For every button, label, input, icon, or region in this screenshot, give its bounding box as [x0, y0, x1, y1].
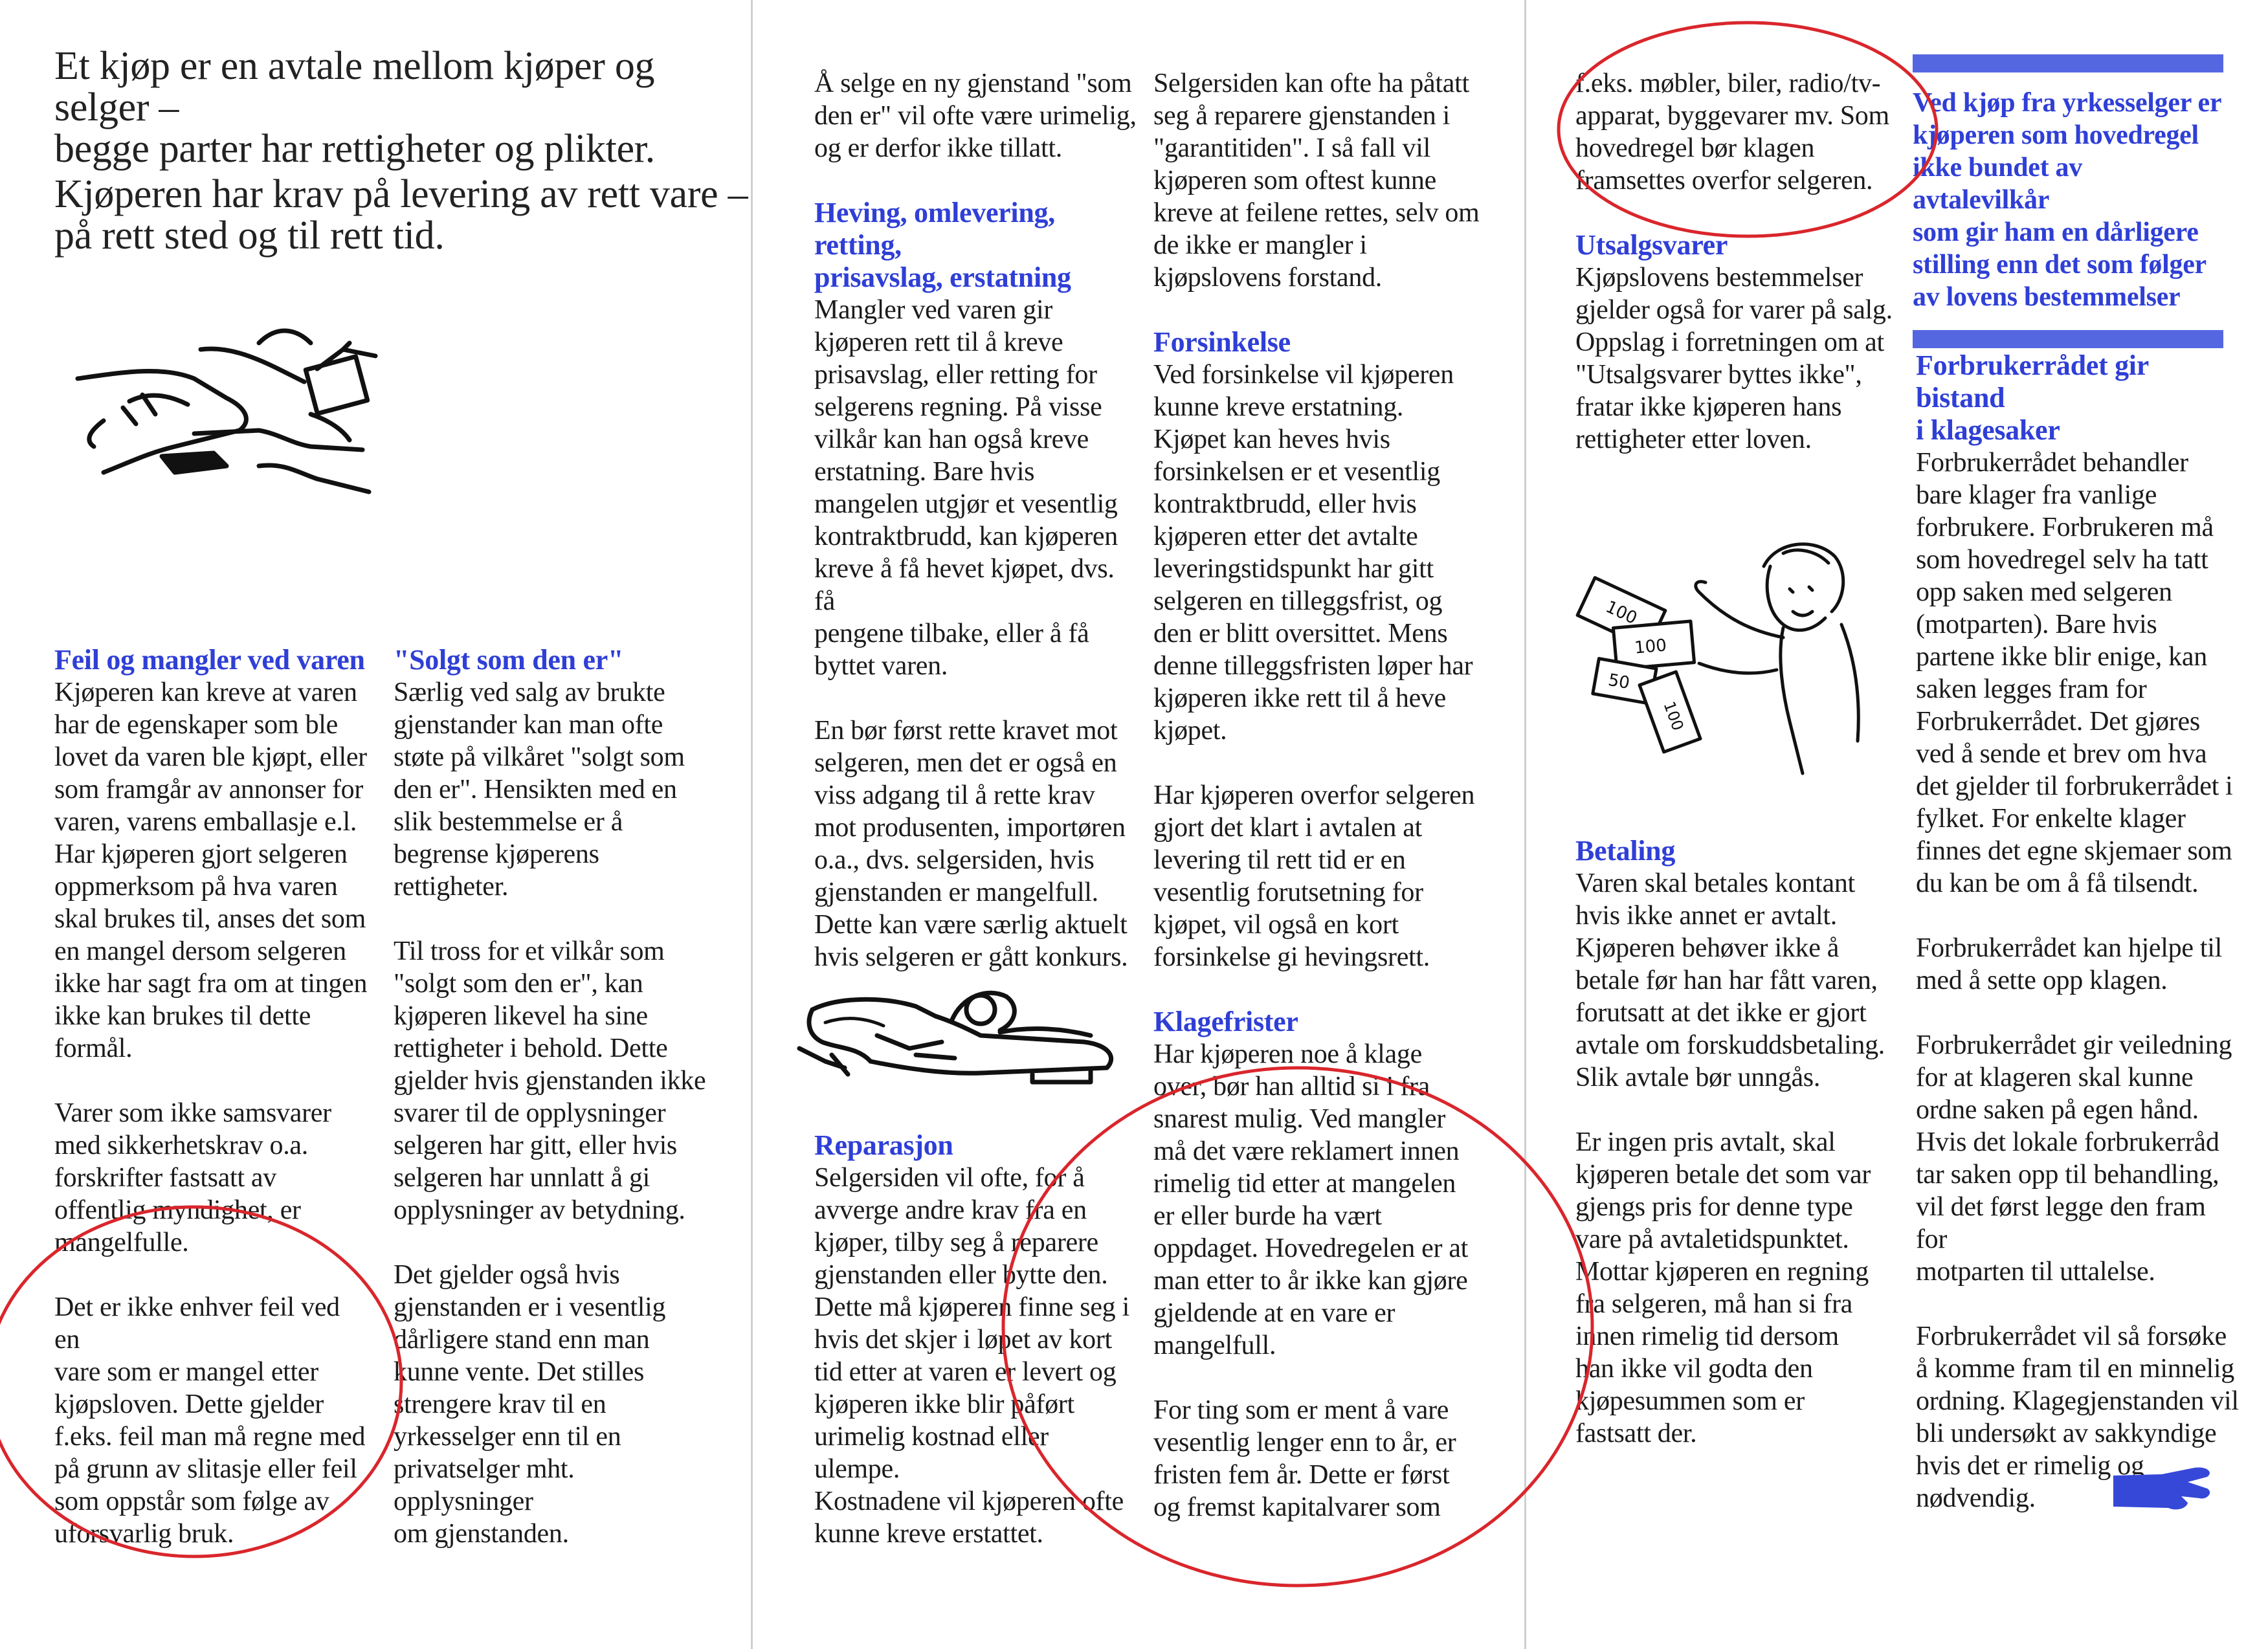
- paragraph: Varen skal betales kontant hvis ikke annet er avtalt. Kjøperen behøver ikke å betale før han har fått varen, forutsatt at det ikke er gjort avtale om forskuddsbetaling. Slik avtale bør unngås.: [1575, 869, 1885, 1092]
- pen-circle: [1559, 23, 1937, 236]
- paragraph: Forbrukerrådet gir veiledning for at klageren skal kunne ordne saken på egen hånd. Hvis det lokale forbrukerråd tar saken opp til behandling, vil det først legge den fram for motparten til uttalelse.: [1916, 1030, 2232, 1287]
- paragraph: Til tross for et vilkår som "solgt som den er", kan kjøperen likevel ha sine rettigheter i behold. Dette gjelder hvis gjenstanden ikke svarer til de opplysninger selgeren har gitt, eller hvis selgeren har unnlatt å gi opplysninger av betydning.: [394, 936, 706, 1225]
- paragraph: Forbrukerrådet kan hjelpe til med å sette opp klagen.: [1916, 933, 2222, 995]
- intro-statement: Et kjøp er en avtale mellom kjøper og selger – begge parter har rettigheter og plikter.: [54, 44, 655, 171]
- paragraph: Å selge en ny gjenstand "som den er" vil ofte være urimelig, og er derfor ikke tillatt.: [814, 69, 1137, 163]
- heading-solgt-som-den-er: "Solgt som den er": [394, 644, 624, 676]
- paragraph: f.eks. møbler, biler, radio/tv- apparat, byggevarer mv. Som hovedregel bør klagen framsettes overfor selgeren.: [1575, 69, 1889, 195]
- highlight-text: Ved kjøp fra yrkesselger er kjøperen som hovedregel ikke bundet av avtalevilkår som gir ham en dårligere stilling enn det som følger av lovens bestemmelser: [1913, 88, 2222, 312]
- heading-utsalgsvarer: Utsalgsvarer: [1575, 229, 1728, 261]
- paragraph: Særlig ved salg av brukte gjenstander kan man ofte støte på vilkåret "solgt som den er". Hensikten med en slik bestemmelse er å begrense kjøperens rettigheter.: [394, 678, 685, 902]
- heading-heving: Heving, omlevering, retting, prisavslag, erstatning: [814, 197, 1071, 293]
- paragraph: Varer som ikke samsvarer med sikkerhetskrav o.a. forskrifter fastsatt av offentlig myndighet, er mangelfulle.: [54, 1098, 331, 1257]
- paragraph: Har kjøperen overfor selgeren gjort det klart i avtalen at levering til rett tid er en vesentlig forutsetning for kjøpet, vil også en kort forsinkelse gi hevingsrett.: [1153, 780, 1475, 972]
- bill-label: 100: [1660, 699, 1687, 733]
- paragraph: Er ingen pris avtalt, skal kjøperen betale det som var gjengs pris for denne type vare på avtaletidspunktet. Mottar kjøperen en regning fra selgeren, må han si fra innen rimelig tid dersom han ikke vil godta den kjøpesummen som er fastsatt der.: [1575, 1127, 1871, 1448]
- paragraph: Kjøperen kan kreve at varen har de egenskaper som ble lovet da varen ble kjøpt, eller som framgår av annonser for varen, varens emballasje e.l. Har kjøperen gjort selgeren oppmerksom på hva varen skal brukes til, anses det som en mangel dersom selgeren ikke har sagt fra om at tingen ikke kan brukes til dette formål.: [54, 678, 368, 1063]
- paragraph: En bør først rette kravet mot selgeren, men det er også en viss adgang til å rette krav mot produsenten, importøren o.a., dvs. selgersiden, hvis gjenstanden er mangelfull. Dette kan være særlig aktuelt hvis selgeren er gått konkurs.: [814, 716, 1128, 972]
- bill-label: 100: [1603, 597, 1640, 629]
- heading-betaling: Betaling: [1575, 835, 1676, 867]
- heading-klagefrister: Klagefrister: [1153, 1006, 1298, 1037]
- pen-circle: [0, 1207, 401, 1556]
- bill-label: 100: [1633, 636, 1668, 658]
- paragraph: Det er ikke enhver feil ved en vare som er mangel etter kjøpsloven. Dette gjelder f.eks. feil man må regne med på grunn av slitasje eller feil som oppstår som følge av uforsvarlig bruk.: [54, 1292, 366, 1549]
- paragraph: Ved forsinkelse vil kjøperen kunne kreve erstatning. Kjøpet kan heves hvis forsinkelsen er et vesentlig kontraktbrudd, eller hvis kjøperen etter det avtalte leveringstidspunkt har gitt selgeren en tilleggsfrist, og den er blitt oversittet. Mens denne tilleggsfristen løper har kjøperen ikke rett til å heve kjøpet.: [1153, 360, 1473, 746]
- heading-feil-og-mangler: Feil og mangler ved varen: [54, 644, 365, 676]
- paragraph: Forbrukerrådet behandler bare klager fra vanlige forbrukere. Forbrukeren må som hovedregel selv ha tatt opp saken med selgeren (motparten). Bare hvis partene ikke blir enige, kan saken legges fram for Forbrukerrådet. Det gjøres ved å sende et brev om hva det gjelder til forbrukerrådet i fylket. For enkelte klager finnes det egne skjemaer som du kan be om å få tilsendt.: [1916, 448, 2233, 898]
- paragraph: For ting som er ment å vare vesentlig lenger enn to år, er fristen fem år. Dette er først og fremst kapitalvarer som: [1153, 1395, 1456, 1522]
- paragraph: Har kjøperen noe å klage over, bør han alltid si i fra snarest mulig. Ved mangler må det være reklamert innen rimelig tid etter at mangelen er eller burde ha vært oppdaget. Hovedregelen er at man etter to år ikke kan gjøre gjeldende at en vare er mangelfull.: [1153, 1039, 1469, 1360]
- paragraph: Selgersiden vil ofte, for å avverge andre krav fra en kjøper, tilby seg å reparere gjenstanden eller bytte den. Dette må kjøperen finne seg i hvis det skjer i løpet av kort tid etter at varen er levert og kjøperen ikke blir påført urimelig kostnad eller ulempe. Kostnadene vil kjøperen ofte kunne kreve erstattet.: [814, 1163, 1129, 1549]
- paragraph: Forbrukerrådet vil så forsøke å komme fram til en minnelig ordning. Klagegjenstanden vil bli undersøkt av sakkyndige hvis det er rimelig og nødvendig.: [1916, 1322, 2239, 1513]
- paragraph: Mangler ved varen gir kjøperen rett til å kreve prisavslag, eller retting for selgerens regning. På visse vilkår kan han også kreve erstatning. Bare hvis mangelen utgjør et vesentlig kontraktbrudd, kan kjøperen kreve å få hevet kjøpet, dvs. få pengene tilbake, eller å få byttet varen.: [814, 295, 1118, 681]
- heading-reparasjon: Reparasjon: [814, 1129, 953, 1161]
- heading-forsinkelse: Forsinkelse: [1153, 326, 1291, 358]
- paragraph: Selgersiden kan ofte ha påtatt seg å reparere gjenstanden i "garantitiden". I så fall vil kjøperen som oftest kunne kreve at feilene rettes, selv om de ikke er mangler i kjøpslovens forstand.: [1153, 69, 1480, 293]
- pen-circle: [1003, 1068, 1592, 1586]
- heading-forbrukerradet: Forbrukerrådet gir bistand i klagesaker: [1916, 349, 2149, 446]
- bill-label: 50: [1606, 670, 1632, 694]
- intro-statement-2: Kjøperen har krav på levering av rett vare – på rett sted og til rett tid.: [54, 172, 748, 258]
- paragraph: Kjøpslovens bestemmelser gjelder også for varer på salg. Oppslag i forretningen om at "Utsalgsvarer byttes ikke", fratar ikke kjøperen hans rettigheter etter loven.: [1575, 263, 1893, 454]
- paragraph: Det gjelder også hvis gjenstanden er i vesentlig dårligere stand enn man kunne vente. Det stilles strengere krav til en yrkesselger enn til en privatselger mht. opplysninger om gjenstanden.: [394, 1260, 666, 1549]
